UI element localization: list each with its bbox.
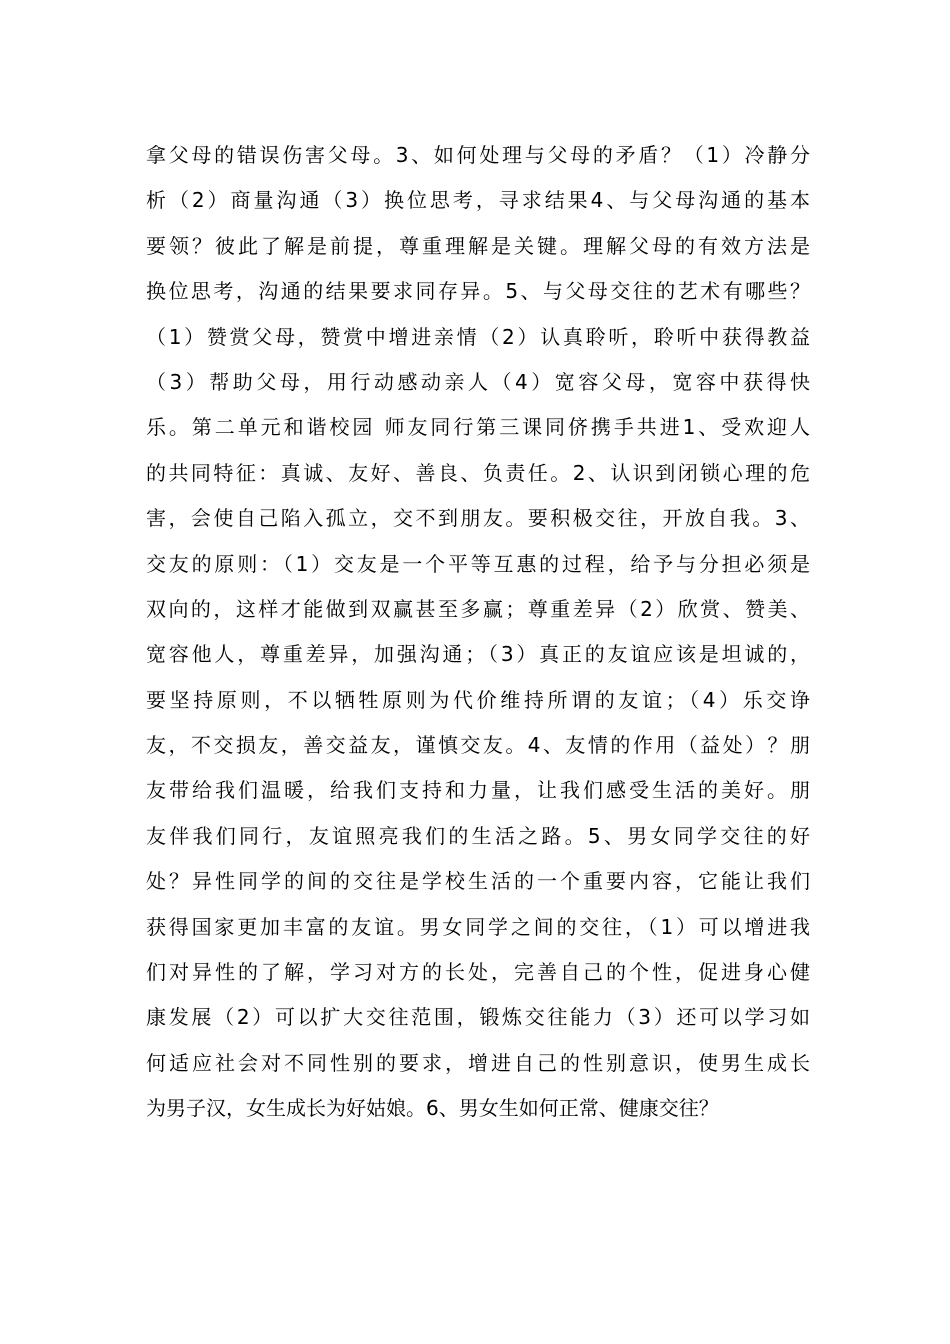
text-line: 要坚持原则，不以牺牲原则为代价维持所谓的友谊；（4）乐交诤 bbox=[146, 687, 810, 712]
text-line: 交友的原则：（1）交友是一个平等互惠的过程，给予与分担必须是 bbox=[146, 551, 810, 576]
text-line: 友，不交损友，善交益友，谨慎交友。4、友情的作用（益处）？朋 bbox=[146, 733, 810, 758]
text-line: 何适应社会对不同性别的要求，增进自己的性别意识，使男生成长 bbox=[146, 1050, 810, 1075]
body-text bbox=[146, 133, 810, 1132]
text-line: 换位思考，沟通的结果要求同存异。5、与父母交往的艺术有哪些？ bbox=[146, 279, 810, 304]
text-line: 要领？彼此了解是前提，尊重理解是关键。理解父母的有效方法是 bbox=[146, 233, 810, 258]
text-line: 康发展（2）可以扩大交往范围，锻炼交往能力（3）还可以学习如 bbox=[146, 1005, 810, 1030]
text-line: 获得国家更加丰富的友谊。男女同学之间的交往，（1）可以增进我 bbox=[146, 914, 810, 939]
text-line: 宽容他人，尊重差异，加强沟通；（3）真正的友谊应该是坦诚的， bbox=[146, 642, 810, 667]
text-line: 友带给我们温暖，给我们支持和力量，让我们感受生活的美好。朋 bbox=[146, 778, 810, 803]
text-line: 析（2）商量沟通（3）换位思考，寻求结果4、与父母沟通的基本 bbox=[146, 188, 810, 213]
text-line: 双向的，这样才能做到双赢甚至多赢；尊重差异（2）欣赏、赞美、 bbox=[146, 596, 810, 621]
text-line: 友伴我们同行，友谊照亮我们的生活之路。5、男女同学交往的好 bbox=[146, 823, 810, 848]
text-line: 的共同特征：真诚、友好、善良、负责任。2、认识到闭锁心理的危 bbox=[146, 460, 810, 485]
text-line: 害，会使自己陷入孤立，交不到朋友。要积极交往，开放自我。3、 bbox=[146, 506, 810, 531]
text-line: 乐。第二单元和谐校园 师友同行第三课同侪携手共进1、受欢迎人 bbox=[146, 415, 810, 440]
text-line: 处？异性同学的间的交往是学校生活的一个重要内容，它能让我们 bbox=[146, 869, 810, 894]
text-line: 们对异性的了解，学习对方的长处，完善自己的个性，促进身心健 bbox=[146, 960, 810, 985]
text-line: 拿父母的错误伤害父母。3、如何处理与父母的矛盾？（1）冷静分 bbox=[146, 143, 810, 167]
text-line: 为男子汉，女生成长为好姑娘。6、男女生如何正常、健康交往？ bbox=[146, 1096, 719, 1121]
text-line: （3）帮助父母，用行动感动亲人（4）宽容父母，宽容中获得快 bbox=[146, 369, 810, 394]
text-line: （1）赞赏父母，赞赏中增进亲情（2）认真聆听，聆听中获得教益 bbox=[146, 324, 810, 349]
